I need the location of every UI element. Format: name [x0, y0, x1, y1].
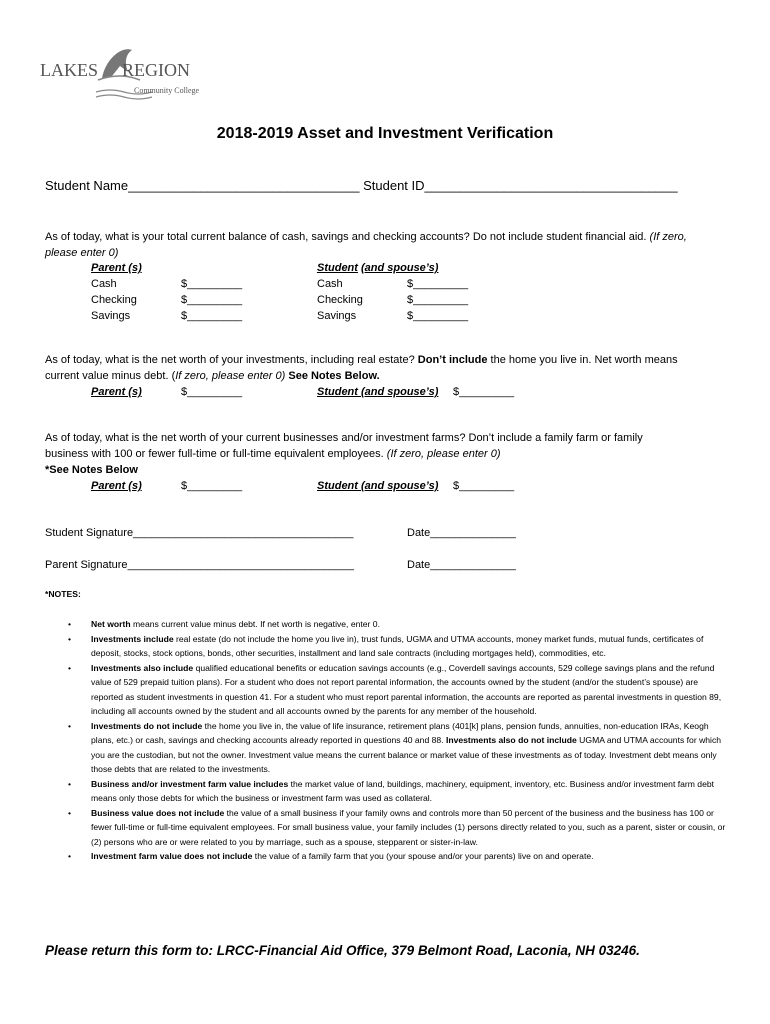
note-bold: Net worth	[91, 619, 131, 629]
q1-note-line2: please enter 0)	[45, 247, 119, 259]
q1-student-header-word: Student	[317, 262, 358, 274]
note-text: the value of a family farm that you (your spouse and/or your parents) live on and operate.	[252, 851, 594, 861]
q1-parent-checking-field[interactable]: $_________	[181, 294, 243, 306]
q1-student-checking-label: Checking	[317, 294, 363, 306]
note-bold: Business and/or investment farm value includes	[91, 778, 289, 789]
q3-zero-note: (If zero, please enter 0)	[386, 448, 501, 460]
logo-word-lakes: LAKES	[40, 60, 98, 80]
note-bold: Business value does not include	[91, 807, 225, 818]
note-item	[68, 849, 731, 864]
q1-text	[45, 229, 687, 245]
q1-parent-cash-label: Cash	[91, 278, 117, 290]
note-item	[68, 777, 731, 806]
bullet-icon: •	[68, 778, 72, 789]
student-signature-label: Student Signature	[45, 527, 134, 539]
college-logo	[40, 42, 200, 104]
q2-student-field[interactable]: $_________	[453, 386, 515, 398]
notes-header: *NOTES:	[45, 589, 81, 599]
note-text: qualified educational benefits or education savings accounts (e.g., Coverdell savings accounts, 529 college savings plans and the refund value of 529 prepaid tuition plans). For a student who does not report parental information, the accounts owned by the student (and/or the student’s spouse) are reported as student investments in question 41. For a student who must report parental information, the accounts are reported as parental investments in question 89, including all accounts owned by the student and all accounts owned by the parents for any member of the household.	[91, 662, 722, 716]
logo-subtitle: Community College	[134, 86, 200, 95]
parent-date-row	[407, 557, 516, 573]
q2-text-c: current value minus debt. (	[45, 370, 176, 382]
parent-date-field[interactable]: ______________	[430, 559, 516, 571]
q1-student-cash-field[interactable]: $_________	[407, 278, 469, 290]
student-signature-field[interactable]: ____________________________________	[133, 527, 354, 539]
parent-date-label: Date	[407, 559, 431, 571]
q1-student-header	[317, 260, 438, 276]
q2-student-label: Student (and spouse’s)	[317, 386, 439, 398]
q3-line1: As of today, what is the net worth of your current businesses and/or investment farms? Don’t include a family farm or family	[45, 432, 643, 444]
bullet-icon: •	[68, 633, 72, 644]
note-text: UGMA and UTMA accounts for which you are the custodian, but not the owner. Investment value means the current balance or market value of these investments as of today. Investment debt means only those debts that are related to the investments.	[91, 735, 722, 774]
q2-text-b: the home you live in. Net worth means	[490, 354, 678, 366]
note-bold: Investments do not include	[91, 720, 203, 731]
return-instructions: Please return this form to: LRCC-Financial Aid Office, 379 Belmont Road, Laconia, NH 03246.	[45, 943, 640, 958]
note-item	[68, 632, 731, 661]
student-name-label: Student Name	[45, 178, 129, 193]
q3-parent-field[interactable]: $_________	[181, 480, 243, 492]
q3-student-label: Student (and spouse’s)	[317, 480, 439, 492]
note-item	[68, 617, 731, 632]
q1-note: (If zero,	[649, 231, 687, 243]
student-signature-row	[45, 525, 353, 541]
notes-list	[68, 617, 731, 864]
q2-zero-note: If zero, please enter 0)	[175, 370, 286, 382]
q3-text: business with 100 or fewer full-time or full-time equivalent employees.	[45, 448, 384, 460]
q2-see-notes: See Notes Below.	[288, 370, 380, 382]
q3-see-notes: *See Notes Below	[45, 464, 138, 476]
bullet-icon: •	[68, 662, 72, 673]
q2-parent-label: Parent (s)	[91, 386, 142, 398]
q1-parent-savings-field[interactable]: $_________	[181, 310, 243, 322]
bullet-icon: •	[68, 851, 72, 861]
q1-student-cash-label: Cash	[317, 278, 343, 290]
note-item	[68, 661, 731, 719]
bullet-icon: •	[68, 720, 72, 731]
note-text: means current value minus debt. If net worth is negative, enter 0.	[130, 619, 380, 629]
student-name-row	[45, 178, 678, 193]
q3-parent-label: Parent (s)	[91, 480, 142, 492]
q2-line2	[45, 368, 380, 384]
q1-student-checking-field[interactable]: $_________	[407, 294, 469, 306]
logo-word-region: REGION	[122, 60, 190, 80]
parent-signature-row	[45, 557, 354, 573]
note-bold: Investments also include	[91, 662, 194, 673]
note-text: the value of a small business if your family owns and controls more than 50 percent of the business and the business has 100 or fewer full-time or full-time equivalent employees. For small business value, your family includes (1) persons directly related to you, such as a parent, sister or cousin, or (2) persons who are or were related to you by marriage, such as a spouse, stepparent or sister-in-law.	[91, 807, 726, 847]
note-bold: Investments also do not include	[445, 735, 577, 745]
q2-text-a: As of today, what is the net worth of your investments, including real estate?	[45, 354, 415, 366]
q1-student-savings-field[interactable]: $_________	[407, 310, 469, 322]
note-item	[68, 806, 731, 850]
page-title: 2018-2019 Asset and Investment Verification	[216, 125, 554, 142]
student-date-row	[407, 525, 516, 541]
student-date-field[interactable]: ______________	[430, 527, 516, 539]
student-date-label: Date	[407, 527, 431, 539]
bullet-icon: •	[68, 619, 72, 629]
q1-student-savings-label: Savings	[317, 310, 357, 322]
q3-student-field[interactable]: $_________	[453, 480, 515, 492]
q1-parent-cash-field[interactable]: $_________	[181, 278, 243, 290]
note-bold: Investments include	[91, 633, 174, 644]
student-id-label: Student ID	[363, 178, 425, 193]
q1-question: As of today, what is your total current balance of cash, savings and checking accounts? Do not include student financial aid.	[45, 231, 647, 243]
student-name-field[interactable]: ________________________________	[128, 178, 360, 193]
q2-dont-include: Don’t include	[417, 354, 488, 366]
q1-parent-checking-label: Checking	[91, 294, 137, 306]
note-text: real estate (do not include the home you live in), trust funds, UGMA and UTMA accounts, money market funds, mutual funds, certificates of deposit, stocks, stock options, bonds, other securities, installment and land sale contracts (including mortgages held), commodities, etc.	[91, 633, 704, 658]
note-bold: Investment farm value does not include	[91, 851, 253, 861]
q1-parent-header: Parent (s)	[91, 262, 142, 274]
parent-signature-label: Parent Signature	[45, 559, 128, 571]
bullet-icon: •	[68, 807, 72, 818]
note-text: the home you live in, the value of life insurance, retirement plans (401[k] plans, pension funds, annuities, non-education IRAs, Keogh plans, etc.) or cash, savings and checking accounts already reported in questions 40 and 88.	[91, 720, 709, 745]
note-item	[68, 719, 731, 777]
q2-parent-field[interactable]: $_________	[181, 386, 243, 398]
parent-signature-field[interactable]: _____________________________________	[127, 559, 354, 571]
q1-student-header-rest: (and spouse’s)	[361, 262, 439, 274]
q3-line2	[45, 446, 501, 462]
note-text: the market value of land, buildings, machinery, equipment, inventory, etc. Business and/or investment farm debt means only those debts for which the business or investment farm was used as collateral.	[91, 778, 715, 803]
student-id-field[interactable]: ___________________________________	[424, 178, 678, 193]
q1-parent-savings-label: Savings	[91, 310, 131, 322]
q2-line1	[45, 352, 678, 368]
